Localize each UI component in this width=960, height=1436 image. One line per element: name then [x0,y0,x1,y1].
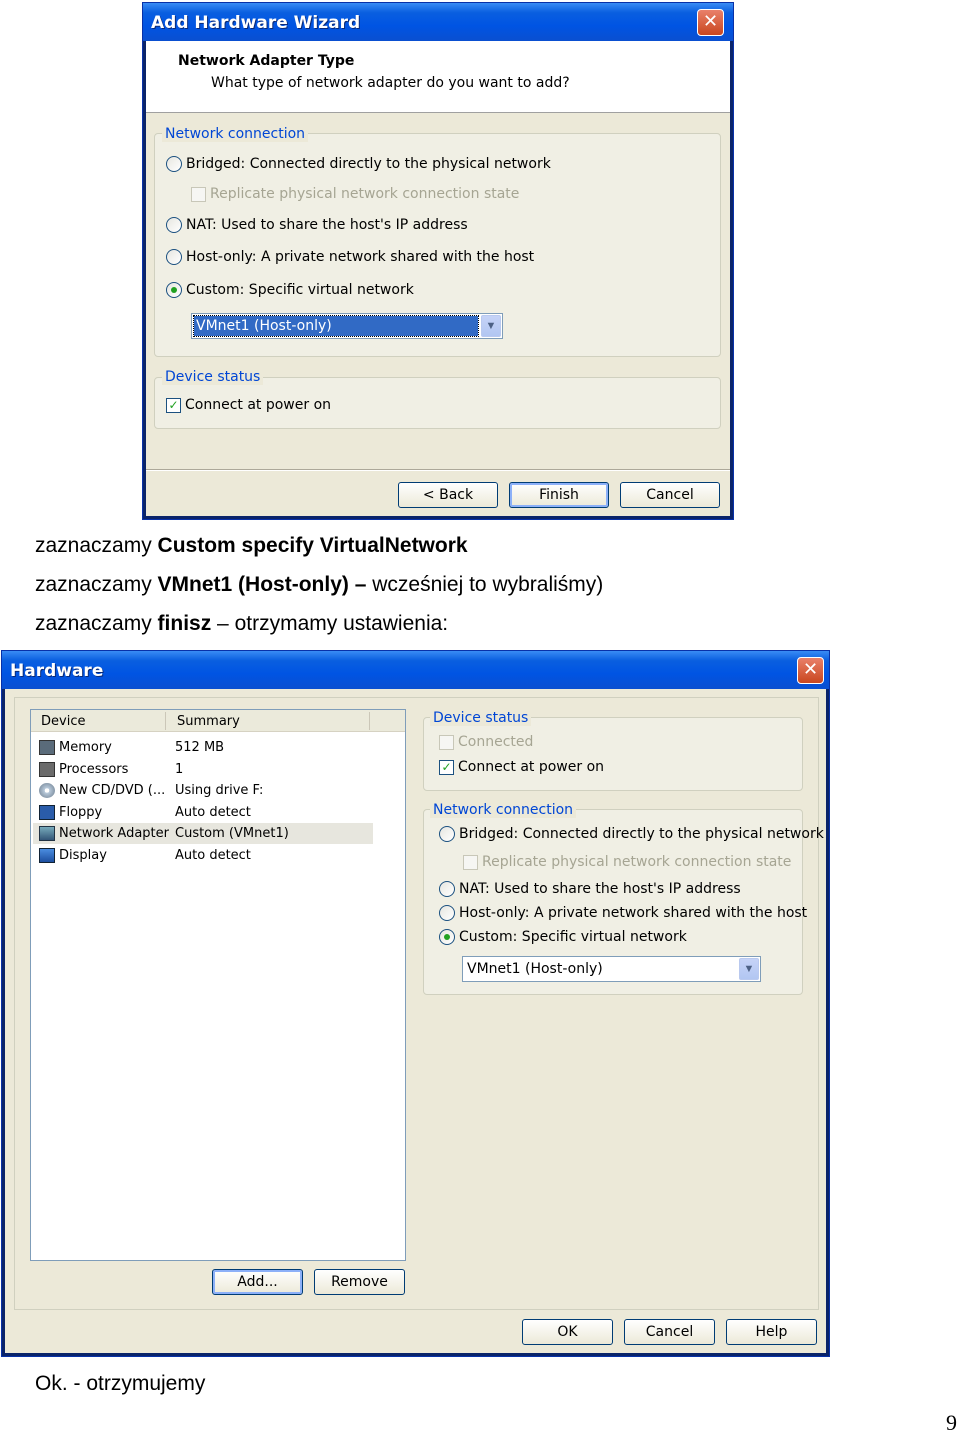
device-name: New CD/DVD (... [59,783,166,798]
wizard-hostonly-radio[interactable]: Host-only: A private network shared with the host [166,249,534,265]
device-row[interactable] [33,737,373,758]
device-name: Display [59,847,107,863]
device-summary: 512 MB [175,740,225,755]
device-summary: Auto detect [175,847,251,863]
processor-icon [39,762,55,777]
device-name: Processors [59,761,129,777]
wizard-connect-power-checkbox[interactable]: ✓ Connect at power on [166,397,331,413]
wizard-close-icon[interactable]: ✕ [697,9,724,36]
hw-bridged-radio[interactable]: Bridged: Connected directly to the physical network [439,826,824,842]
hw-connect-power-checkbox[interactable]: ✓ Connect at power on [439,759,604,775]
checkbox-icon [463,855,478,870]
device-row[interactable] [33,780,373,801]
checkmark-icon: ✓ [439,760,454,775]
wizard-network-legend: Network connection [162,126,308,142]
column-summary[interactable]: Summary [177,714,240,729]
wizard-bridged-radio[interactable]: Bridged: Connected directly to the physical network [166,156,551,172]
hw-custom-radio[interactable]: Custom: Specific virtual network [439,929,687,945]
device-summary: Auto detect [175,804,251,820]
hw-network-legend: Network connection [430,802,576,818]
wizard-vmnet-select[interactable] [191,313,503,339]
hw-device-legend: Device status [430,710,531,726]
finish-button[interactable]: Finish [509,482,609,508]
hardware-client [5,689,826,1353]
device-name: Memory [59,740,112,755]
cd-icon [39,783,55,798]
hw-cancel-button[interactable]: Cancel [624,1319,715,1345]
device-name: Floppy [59,804,103,820]
device-table-header [31,710,405,732]
cancel-button[interactable]: Cancel [620,482,720,508]
hw-vmnet-select[interactable] [462,956,761,982]
wizard-header-panel [146,41,730,113]
radio-icon [166,217,182,233]
checkmark-icon: ✓ [166,398,181,413]
wizard-client [146,41,730,516]
device-summary: 1 [175,761,184,777]
device-table [30,709,406,1261]
wizard-window [142,2,734,520]
hw-vmnet-value: VMnet1 (Host-only) [467,961,603,977]
remove-button[interactable]: Remove [314,1269,405,1295]
checkbox-icon [439,735,454,750]
header-divider [165,712,166,730]
device-summary: Using drive F: [175,783,264,798]
back-button[interactable]: < Back [398,482,498,508]
add-button[interactable]: Add... [212,1269,303,1295]
hardware-window [1,650,830,1357]
radio-icon [439,905,455,921]
wizard-separator [146,469,730,471]
column-device[interactable]: Device [41,714,86,729]
page-number: 9 [946,1410,957,1435]
device-row[interactable] [33,802,373,823]
radio-icon [166,156,182,172]
hardware-close-icon[interactable]: ✕ [797,657,824,684]
wizard-device-legend: Device status [162,369,263,385]
device-row[interactable] [33,845,373,866]
hw-replicate-checkbox[interactable]: Replicate physical network connection state [463,854,791,870]
wizard-replicate-checkbox[interactable]: Replicate physical network connection state [191,186,519,202]
radio-icon [439,826,455,842]
wizard-heading: Network Adapter Type [178,53,355,69]
wizard-nat-radio[interactable]: NAT: Used to share the host's IP address [166,217,468,233]
ok-button[interactable]: OK [522,1319,613,1345]
wizard-subheading: What type of network adapter do you want to add? [211,75,570,91]
device-name: Network Adapter [59,826,169,841]
hw-nat-radio[interactable]: NAT: Used to share the host's IP address [439,881,741,897]
chevron-down-icon[interactable]: ▼ [481,315,501,337]
wizard-custom-radio[interactable]: Custom: Specific virtual network [166,282,414,298]
instruction-line-2: zaznaczamy VMnet1 (Host-only) – wcześniej to wybraliśmy) [35,573,604,596]
floppy-icon [39,805,55,820]
hw-connected-checkbox[interactable]: Connected [439,734,533,750]
instruction-line-1: zaznaczamy Custom specify VirtualNetwork [35,534,468,557]
display-icon [39,848,55,863]
hw-hostonly-radio[interactable]: Host-only: A private network shared with the host [439,905,807,921]
wizard-title: Add Hardware Wizard [143,3,733,41]
network-icon [39,826,55,841]
wizard-vmnet-value: VMnet1 (Host-only) [194,316,478,336]
instruction-line-3: zaznaczamy finisz – otrzymamy ustawienia: [35,612,449,635]
header-divider [369,712,370,730]
hardware-title: Hardware [2,651,829,689]
device-row[interactable] [33,823,373,844]
checkbox-icon [191,187,206,202]
memory-icon [39,740,55,755]
device-summary: Custom (VMnet1) [175,826,289,841]
chevron-down-icon[interactable]: ▼ [739,958,759,980]
radio-icon [439,881,455,897]
radio-icon [166,249,182,265]
radio-selected-icon [439,929,455,945]
help-button[interactable]: Help [726,1319,817,1345]
device-row[interactable] [33,759,373,780]
footer-text: Ok. - otrzymujemy [35,1372,206,1395]
radio-selected-icon [166,282,182,298]
hw-device-group [423,717,803,791]
